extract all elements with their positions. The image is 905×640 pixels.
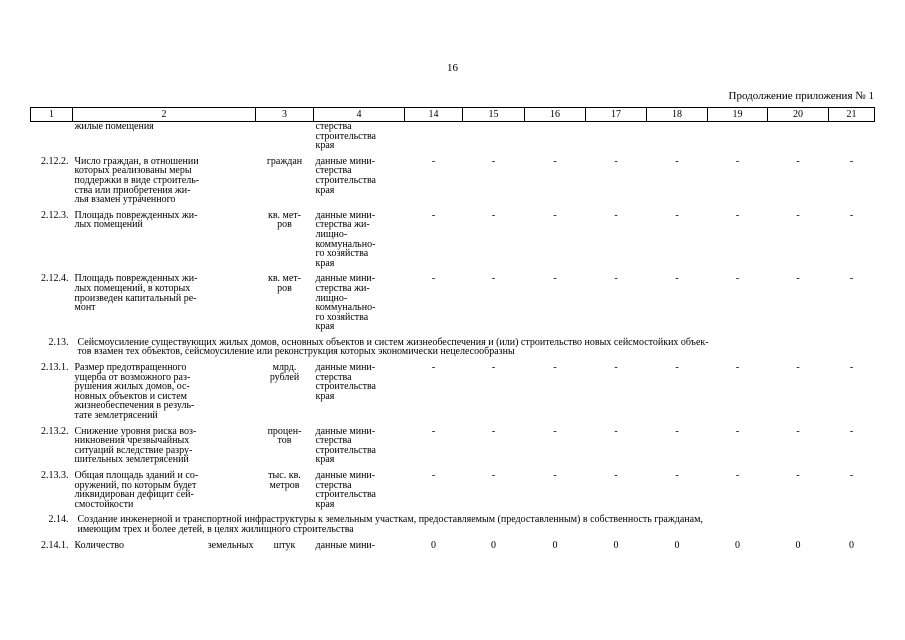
- table-row: [31, 211, 875, 269]
- data-source: данные мини- стерства строительства края: [315, 155, 376, 196]
- table-row: [31, 427, 875, 465]
- value-cell: -: [675, 362, 679, 374]
- unit-cell: процен- тов: [267, 425, 302, 447]
- value-cell: -: [796, 425, 800, 437]
- value-cell: -: [431, 470, 436, 481]
- indicator-number: 2.12.2.: [41, 155, 69, 167]
- section-row: [31, 515, 875, 534]
- value-cell: -: [849, 425, 854, 437]
- value-cell: -: [491, 425, 496, 437]
- value-cell: -: [735, 155, 740, 167]
- value-cell: 0: [795, 539, 801, 551]
- value-cell: -: [491, 209, 496, 221]
- indicator-name: Размер предотвращенного ущерба от возможного раз- рушения жилых домов, ос- новных объектов и систем жизнеобеспечения в резуль- тате землетрясений: [74, 362, 195, 422]
- value-cell: -: [614, 273, 618, 285]
- value-cell: 0: [552, 539, 558, 551]
- indicator-name: Количество земельных: [74, 539, 254, 551]
- value-cell: -: [614, 470, 618, 481]
- section-number: 2.14.: [48, 514, 69, 526]
- column-header: 20: [768, 108, 829, 122]
- value-cell: -: [796, 209, 800, 221]
- value-cell: -: [614, 209, 618, 221]
- value-cell: -: [553, 155, 557, 167]
- value-cell: -: [431, 273, 436, 285]
- indicator-number: [31, 122, 73, 151]
- value-cell: -: [735, 273, 740, 285]
- indicator-number: 2.12.3.: [41, 209, 69, 221]
- value-cell: -: [849, 470, 854, 481]
- value-cell: 0: [431, 539, 436, 551]
- value-cell: -: [796, 470, 800, 481]
- value-cell: -: [735, 209, 740, 221]
- value-cell: 0: [613, 539, 619, 551]
- value-cell: -: [675, 155, 679, 167]
- column-header: 4: [314, 108, 405, 122]
- table-row: [31, 122, 875, 151]
- indicator-name: Общая площадь зданий и со- оружений, по которым будет ликвидирован дефицит сей- смостойкости: [74, 470, 199, 510]
- section-title: Сейсмоусиление существующих жилых домов, основных объектов и систем жизнеобеспечения и (или) строительство новых сейсмостойких объек- тов взамен тех объектов, сейсмоусиление или реконструкция которых экономически нецелесообразны: [77, 336, 709, 358]
- indicator-number: 2.12.4.: [41, 273, 69, 285]
- value-cell: -: [796, 273, 800, 285]
- value-cell: 0: [674, 539, 680, 551]
- value-cell: -: [553, 470, 557, 481]
- value-cell: -: [553, 362, 557, 374]
- value-cell: -: [849, 209, 854, 221]
- value-cell: -: [431, 425, 436, 437]
- data-source: данные мини- стерства строительства края: [315, 425, 376, 466]
- value-cell: 0: [735, 539, 740, 551]
- unit-cell: кв. мет- ров: [267, 273, 302, 294]
- value-cell: -: [431, 209, 436, 221]
- value-cell: 0: [849, 539, 854, 551]
- value-cell: -: [614, 362, 618, 374]
- indicator-name: жилые помещения: [74, 121, 154, 132]
- value-cell: -: [491, 155, 496, 167]
- column-header: 17: [586, 108, 647, 122]
- column-header: 2: [73, 108, 256, 122]
- value-cell: -: [491, 470, 496, 481]
- indicator-name: Число граждан, в отношении которых реализованы меры поддержки в виде строитель- ства или приобретения жи- лья взамен утраченного: [74, 155, 200, 206]
- continuation-label: Продолжение приложения № 1: [728, 90, 874, 102]
- value-cell: -: [491, 362, 496, 374]
- value-cell: -: [735, 470, 740, 481]
- indicator-name: Снижение уровня риска воз- никновения чрезвычайных ситуаций вследствие разру- шительных землетрясений: [74, 425, 197, 466]
- data-source: данные мини- стерства жи- лищно- коммунально- го хозяйства края: [315, 273, 376, 333]
- value-cell: -: [849, 273, 854, 285]
- value-cell: -: [796, 155, 800, 167]
- section-title: Создание инженерной и транспортной инфраструктуры к земельным участкам, предоставляемым (предоставленным) в собственность гражданам, имеющим трех и более детей, в целях жилищного строительства: [77, 514, 703, 535]
- unit-cell: штук: [273, 539, 296, 551]
- value-cell: -: [675, 273, 679, 285]
- table-row: [31, 157, 875, 205]
- data-source: данные мини-: [315, 539, 376, 551]
- indicator-number: 2.13.2.: [41, 425, 69, 437]
- section-row: [31, 338, 875, 357]
- unit-cell: млрд. рублей: [269, 362, 300, 383]
- table-row: [31, 363, 875, 421]
- column-header: 3: [256, 108, 314, 122]
- value-cell: -: [735, 362, 740, 374]
- value-cell: -: [431, 362, 436, 374]
- value-cell: -: [614, 155, 618, 167]
- value-cell: -: [431, 155, 436, 167]
- value-cell: -: [675, 470, 679, 481]
- value-cell: -: [491, 273, 496, 285]
- value-cell: -: [849, 362, 854, 374]
- table-row: [31, 471, 875, 509]
- column-header: 18: [647, 108, 708, 122]
- page-number: 16: [447, 62, 458, 74]
- column-header: 19: [708, 108, 768, 122]
- data-source: данные мини- стерства жи- лищно- коммунально- го хозяйства края: [315, 209, 376, 269]
- data-source: данные мини- стерства строительства края: [315, 470, 376, 510]
- value-cell: 0: [491, 539, 496, 551]
- value-cell: -: [675, 425, 679, 437]
- indicators-table: [30, 107, 875, 550]
- value-cell: -: [614, 425, 618, 437]
- unit-cell: [256, 122, 314, 151]
- column-header: 21: [829, 108, 875, 122]
- indicator-name: Площадь поврежденных жи- лых помещений, в которых произведен капитальный ре- монт: [74, 273, 198, 314]
- unit-cell: кв. мет- ров: [267, 209, 302, 231]
- table-row: [31, 274, 875, 332]
- indicator-number: 2.14.1.: [41, 539, 69, 551]
- value-cell: -: [553, 273, 557, 285]
- column-header: 15: [463, 108, 525, 122]
- value-cell: -: [849, 155, 854, 167]
- unit-cell: тыс. кв. метров: [268, 470, 301, 491]
- unit-cell: граждан: [266, 155, 303, 167]
- value-cell: -: [675, 209, 679, 221]
- value-cell: -: [735, 425, 740, 437]
- column-header: 1: [31, 108, 73, 122]
- data-source: стерства строительства края: [315, 121, 376, 152]
- table-row: [31, 541, 875, 551]
- table-header-row: [31, 108, 875, 122]
- section-number: 2.13.: [48, 336, 69, 348]
- indicator-name: Площадь поврежденных жи- лых помещений: [74, 209, 198, 231]
- value-cell: -: [553, 209, 557, 221]
- column-header: 14: [405, 108, 463, 122]
- indicator-number: 2.13.3.: [41, 470, 69, 481]
- value-cell: -: [553, 425, 557, 437]
- value-cell: -: [796, 362, 800, 374]
- indicator-number: 2.13.1.: [41, 362, 69, 374]
- column-header: 16: [525, 108, 586, 122]
- data-source: данные мини- стерства строительства края: [315, 362, 376, 402]
